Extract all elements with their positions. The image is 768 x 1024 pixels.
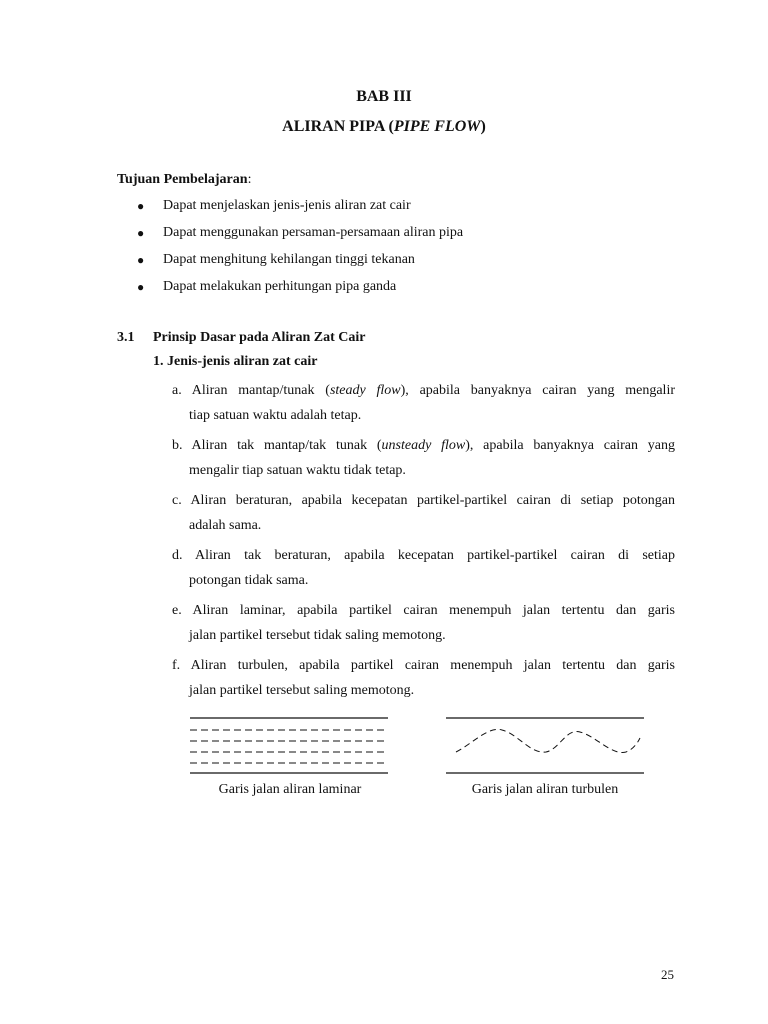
bullet-icon: ● (137, 199, 145, 213)
title-close: ) (480, 118, 486, 135)
list-item: e. Aliran laminar, apabila partikel cairan menempuh jalan tertentu dan garis jalan partikel tersebut tidak saling memotong. (172, 603, 675, 643)
list-item: f. Aliran turbulen, apabila partikel cairan menempuh jalan tertentu dan garis jalan partikel tersebut saling memotong. (172, 658, 675, 698)
laminar-flow-diagram (190, 718, 388, 773)
list-item: ● Dapat menggunakan persaman-persamaan aliran pipa (137, 224, 463, 251)
section-title: Prinsip Dasar pada Aliran Zat Cair (153, 330, 366, 345)
bullet-icon: ● (137, 226, 145, 240)
chapter-label: BAB III (356, 88, 412, 105)
list-item: a. Aliran mantap/tunak (steady flow), apabila banyaknya cairan yang mengalir tiap satuan waktu adalah tetap. (172, 383, 675, 423)
page-number: 25 (661, 967, 674, 982)
title-italic: PIPE FLOW (393, 118, 481, 135)
objectives-heading: Tujuan Pembelajaran: (117, 172, 252, 187)
turbulent-flow-diagram (446, 718, 644, 773)
list-item: c. Aliran beraturan, apabila kecepatan partikel-partikel cairan di setiap potongan adalah sama. (172, 493, 675, 533)
turbulent-streamline (456, 729, 640, 752)
list-item: b. Aliran tak mantap/tak tunak (unsteady flow), apabila banyaknya cairan yang mengalir tiap satuan waktu tidak tetap. (172, 438, 675, 478)
list-item: ● Dapat melakukan perhitungan pipa ganda (137, 278, 463, 305)
subsection-title: 1. Jenis-jenis aliran zat cair (153, 354, 318, 369)
list-item: d. Aliran tak beraturan, apabila kecepatan partikel-partikel cairan di setiap potongan tidak sama. (172, 548, 675, 588)
list-item: ● Dapat menjelaskan jenis-jenis aliran zat cair (137, 197, 463, 224)
bullet-icon: ● (137, 253, 145, 267)
laminar-caption: Garis jalan aliran laminar (218, 782, 362, 797)
turbulent-caption: Garis jalan aliran turbulen (471, 782, 619, 797)
list-item: ● Dapat menghitung kehilangan tinggi tekanan (137, 251, 463, 278)
section-number: 3.1 (117, 330, 135, 345)
title-main: ALIRAN PIPA ( (282, 118, 394, 135)
bullet-icon: ● (137, 280, 145, 294)
